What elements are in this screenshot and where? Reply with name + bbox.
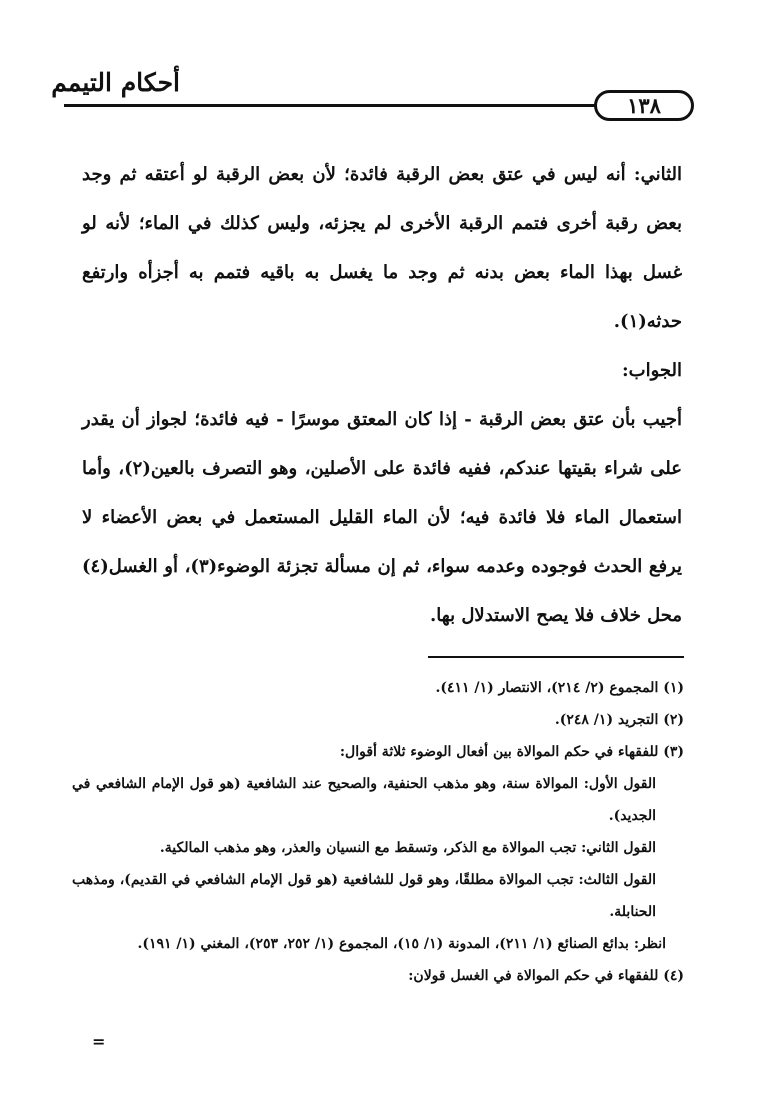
book-title: أحكام التيمم [51, 68, 180, 97]
paragraph-1: الثاني: أنه ليس في عتق بعض الرقبة فائدة؛ لأن بعض الرقبة لو أعتقه ثم وجد بعض رقبة أخرى فتمم الرقبة الأخرى لم يجزئه، وليس كذلك في الماء؛ لأنه لو غسل بهذا الماء بعض بدنه ثم وجد ما يغسل به باقيه فتمم به أجزأه وارتفع حدثه(١). [82, 164, 682, 332]
footnote-separator [428, 656, 684, 658]
footnote-3-opinion-1: القول الأول: الموالاة سنة، وهو مذهب الحنفية، والصحيح عند الشافعية (هو قول الإمام الشافعي في الجديد). [72, 776, 656, 824]
footnote-3: (٣) للفقهاء في حكم الموالاة بين أفعال الوضوء ثلاثة أقوال: [339, 744, 684, 760]
footnote-3-references: انظر: بدائع الصنائع (١/ ٢١١)، المدونة (١/ ١٥)، المجموع (١/ ٢٥٢، ٢٥٣)، المغني (١/ ١٩١). [137, 936, 666, 952]
main-text [82, 150, 682, 640]
footnote-3-opinion-2: القول الثاني: تجب الموالاة مع الذكر، وتسقط مع النسيان والعذر، وهو مذهب المالكية. [159, 840, 656, 856]
footnotes [72, 672, 684, 992]
answer-heading: الجواب: [622, 360, 682, 381]
continuation-mark: = [92, 1032, 106, 1051]
paragraph-2: أجيب بأن عتق بعض الرقبة - إذا كان المعتق موسرًا - فيه فائدة؛ لجواز أن يقدر على شراء بقيتها عندكم، ففيه فائدة على الأصلين، وهو التصرف بالعين(٢)، وأما استعمال الماء فلا فائدة فيه؛ لأن الماء القليل المستعمل في بعض الأعضاء لا يرفع الحدث فوجوده وعدمه سواء، ثم إن مسألة تجزئة الوضوء(٣)، أو الغسل(٤) محل خلاف فلا يصح الاستدلال بها. [82, 409, 682, 626]
page-number-badge: ١٣٨ [594, 90, 694, 121]
footnote-4: (٤) للفقهاء في حكم الموالاة في الغسل قولان: [408, 968, 684, 984]
footnote-2: (٢) التجريد (١/ ٢٤٨). [554, 712, 684, 728]
footnote-3-opinion-3: القول الثالث: تجب الموالاة مطلقًا، وهو قول للشافعية (هو قول الإمام الشافعي في القديم)، ومذهب الحنابلة. [72, 872, 656, 920]
footnote-1: (١) المجموع (٢/ ٢١٤)، الانتصار (١/ ٤١١). [435, 680, 684, 696]
header-rule [64, 104, 612, 107]
